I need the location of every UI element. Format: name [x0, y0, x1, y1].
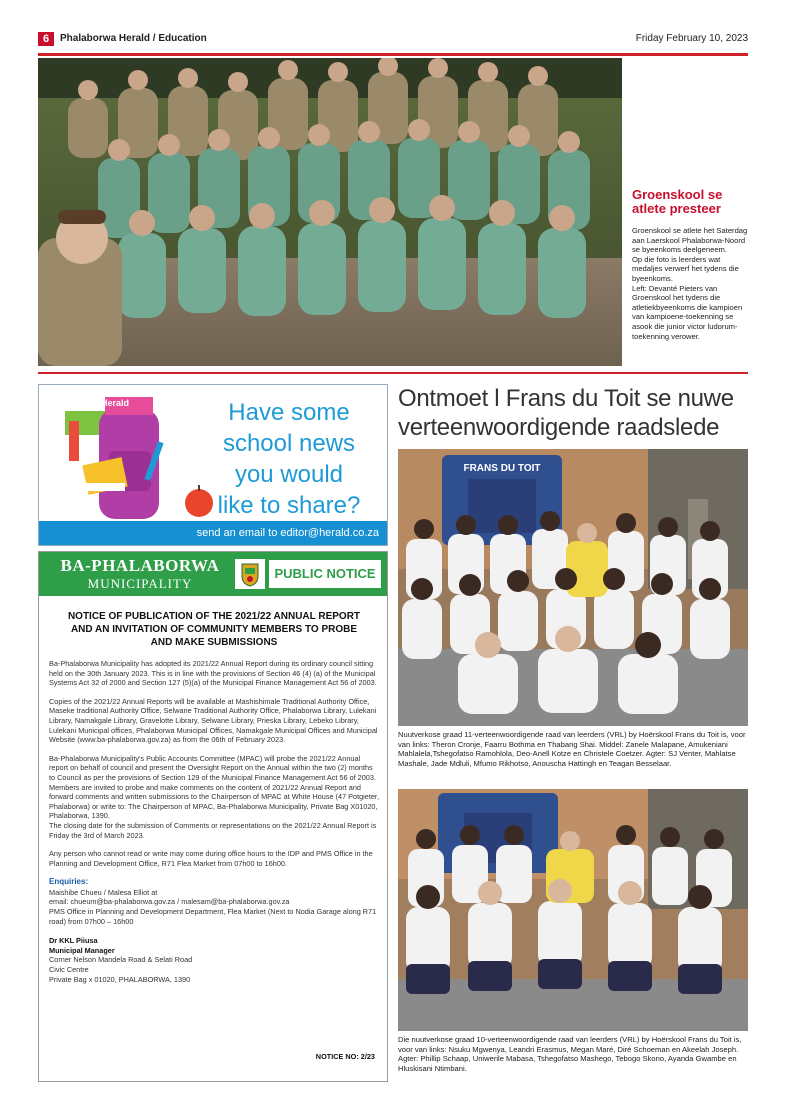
second-story-headline: [398, 384, 750, 442]
top-caption-line: Op die foto is leerders wat medaljes verwerf het tydens die byeenkoms.: [632, 254, 739, 283]
section-name: Education: [158, 33, 207, 44]
notice-header-band: [39, 552, 387, 596]
grade11-rcl-photo: [398, 449, 748, 726]
top-story-caption: [632, 188, 748, 341]
second-headline-line2: verteenwoordigende raadslede: [398, 414, 720, 441]
top-story-headline: [632, 188, 748, 216]
top-caption-line: Groenskool se atlete het Saterdag aan Laerskool Phalaborwa-Noord se byeenkoms deelgeneem.: [632, 226, 748, 255]
grade10-rcl-photo: [398, 789, 748, 1031]
notice-title: [57, 610, 371, 649]
ad-line2: school news: [222, 430, 356, 457]
school-news-advert: [38, 384, 388, 546]
top-headline-line2: atlete presteer: [632, 201, 721, 216]
advert-contact-bar[interactable]: send an email to editor@herald.co.za: [39, 521, 387, 545]
publication-name: Phalaborwa Herald: [60, 33, 151, 44]
top-caption-text: [632, 226, 748, 341]
ad-line3: you would: [234, 461, 344, 488]
notice-paragraph: Copies of the 2021/22 Annual Reports will be available at Mashishimale Traditional Authority Office, Maseke traditional Authority Office, Selwane Traditional Authority Office, Phalaborwa Library, Lulekani Library, Namakgale Library, Gravelotte Library, Selwane Library, Prieska Library, Lebeko Library, Lulekani Municipal offices, Phalaborwa Municipal Offices, Namakgale Municipal Offices and Municipal Website (www.ba-phalaborwa.gov.za) as from the 06th of February 2023.: [49, 696, 378, 745]
top-caption-line: Left: Devanté Pieters van Groenskool het tydens die atletiekbyeenkoms die kampioen van kampioene-toekenning se asook die junior victor ludorum-toekenning verower.: [632, 283, 743, 341]
issue-date: Friday February 10, 2023: [635, 33, 748, 44]
athletes-group-photo: [38, 58, 622, 366]
public-notice-label: PUBLIC NOTICE: [269, 560, 381, 588]
municipality-line2: MUNICIPALITY: [87, 576, 193, 591]
top-headline-line1: Groenskool se: [632, 187, 723, 202]
title-separator: /: [150, 33, 159, 44]
header-rule: [38, 53, 748, 56]
notice-paragraph: Any person who cannot read or write may come during office hours to the IDP and PMS Office in the Planning and Development Office, R71 Flea Market from 07h00 to 16h00.: [49, 849, 373, 868]
address-line: Private Bag x 01020, PHALABORWA, 1390: [49, 974, 191, 984]
enquiries-email[interactable]: email: chueum@ba-phalaborwa.gov.za / malesam@ba-phalaborwa.gov.za: [49, 897, 290, 907]
advert-headline: [199, 397, 379, 521]
notice-title-line3: AND MAKE SUBMISSIONS: [150, 637, 278, 648]
section-title: [60, 33, 207, 44]
public-notice: [38, 551, 388, 1082]
municipality-name: [45, 556, 235, 591]
notice-title-line1: NOTICE OF PUBLICATION OF THE 2021/22 ANNUAL REPORT: [67, 611, 361, 622]
address-line: Civic Centre: [49, 965, 89, 975]
masthead: [38, 32, 748, 48]
signatory-name: Dr KKL Piiusa: [49, 936, 98, 946]
municipality-line1: BA-PHALABORWA: [60, 556, 220, 575]
enquiries-label: Enquiries:: [49, 877, 89, 887]
ad-line1: Have some: [228, 399, 350, 426]
notice-number: NOTICE NO: 2/23: [315, 1052, 375, 1061]
enquiries-names: Maishibe Chueu / Malesa Elliot at: [49, 887, 158, 897]
page-number: 6: [38, 32, 54, 46]
notice-paragraph: Ba-Phalaborwa Municipality's Public Accounts Committee (MPAC) will probe the 2021/22 Annual report on behalf of council and present the Oversight Report on the Annual within the two (2) months to Council as per the provisions of Section 129 of the Municipal Finance Management Act 56 of 2003.: [49, 753, 376, 782]
grade11-caption: Nuutverkose graad 11-verteenwoordigende raad van leerders (VRL) by Hoërskool Frans du Toit is, voor van links: Theron Cronje, Faarru Bothma en Thabang Shai. Middel: Zanele Malapane, Amukeniani Mahlalela,Tshegofatso Ramohlola, Deo-Anell Kotze en Christele Coetzer. Agter: SJ Venter, Mahlatse Mashale, Jade Mdluli, Mfumo Rikhotso, Anouscha Hattingh en Teagan Besselaar.: [398, 730, 746, 769]
notice-paragraph: The closing date for the submission of Comments or representations on the 2021/22 Annual Report is Friday the 3rd of March 2023.: [49, 820, 377, 840]
grade10-caption: Die nuutverkose graad 10-verteenwoordigende raad van leerders (VRL) by Hoërskool Frans du Toit is, voor van links: Nsuku Mgwenya, Leandri Erasmus, Megan Maré, Diré Schoeman en Akeelah Joseph. Agter: Phillip Schaap, Uniwerile Mabasa, Tshegofatso Mashego, Tebogo Skono, Ayanda Gwambe en Hluskisani Ntimbani.: [398, 1035, 742, 1074]
bag-herald-label: Herald: [101, 398, 130, 408]
signatory-title: Municipal Manager: [49, 945, 115, 955]
address-line: Corner Nelson Mandela Road & Selati Road: [49, 955, 193, 965]
notice-paragraph: Members are invited to probe and make comments on the content of 2021/22 Annual Report and forward comments and written submissions to the Chairperson of MPAC at White House (47 Potgieter, Phalaborwa) or write to: The Chairperson of MPAC, Ba-Phalaborwa Municipality, Private Bag X01020, Phalaborwa, 1390.: [49, 782, 379, 821]
school-sign-text: FRANS DU TOIT: [463, 463, 541, 474]
notice-paragraph: Ba-Phalaborwa Municipality has adopted its 2021/22 Annual Report during its ordinary council sitting held on the 30th January 2023. This is in line with the provisions of Section 46 (4) (a) of the Municipal Systems Act 32 of 2000 and Section 127 (5)(a) of the Municipal Finance Management Act 56 of 2003.: [49, 659, 377, 688]
ad-line4: like to share?: [217, 492, 361, 519]
section-rule: [38, 372, 748, 374]
enquiries-office: PMS Office in Planning and Development Department, Flea Market (Next to Nodia Garage along R71 road) from 07h00 – 16h00: [49, 907, 377, 926]
notice-title-line2: AND AN INVITATION OF COMMUNITY MEMBERS TO PROBE: [70, 624, 358, 635]
municipal-crest-icon: [235, 559, 265, 589]
notice-body: [49, 659, 379, 984]
second-headline-line1: Ontmoet l Frans du Toit se nuwe: [398, 385, 734, 412]
